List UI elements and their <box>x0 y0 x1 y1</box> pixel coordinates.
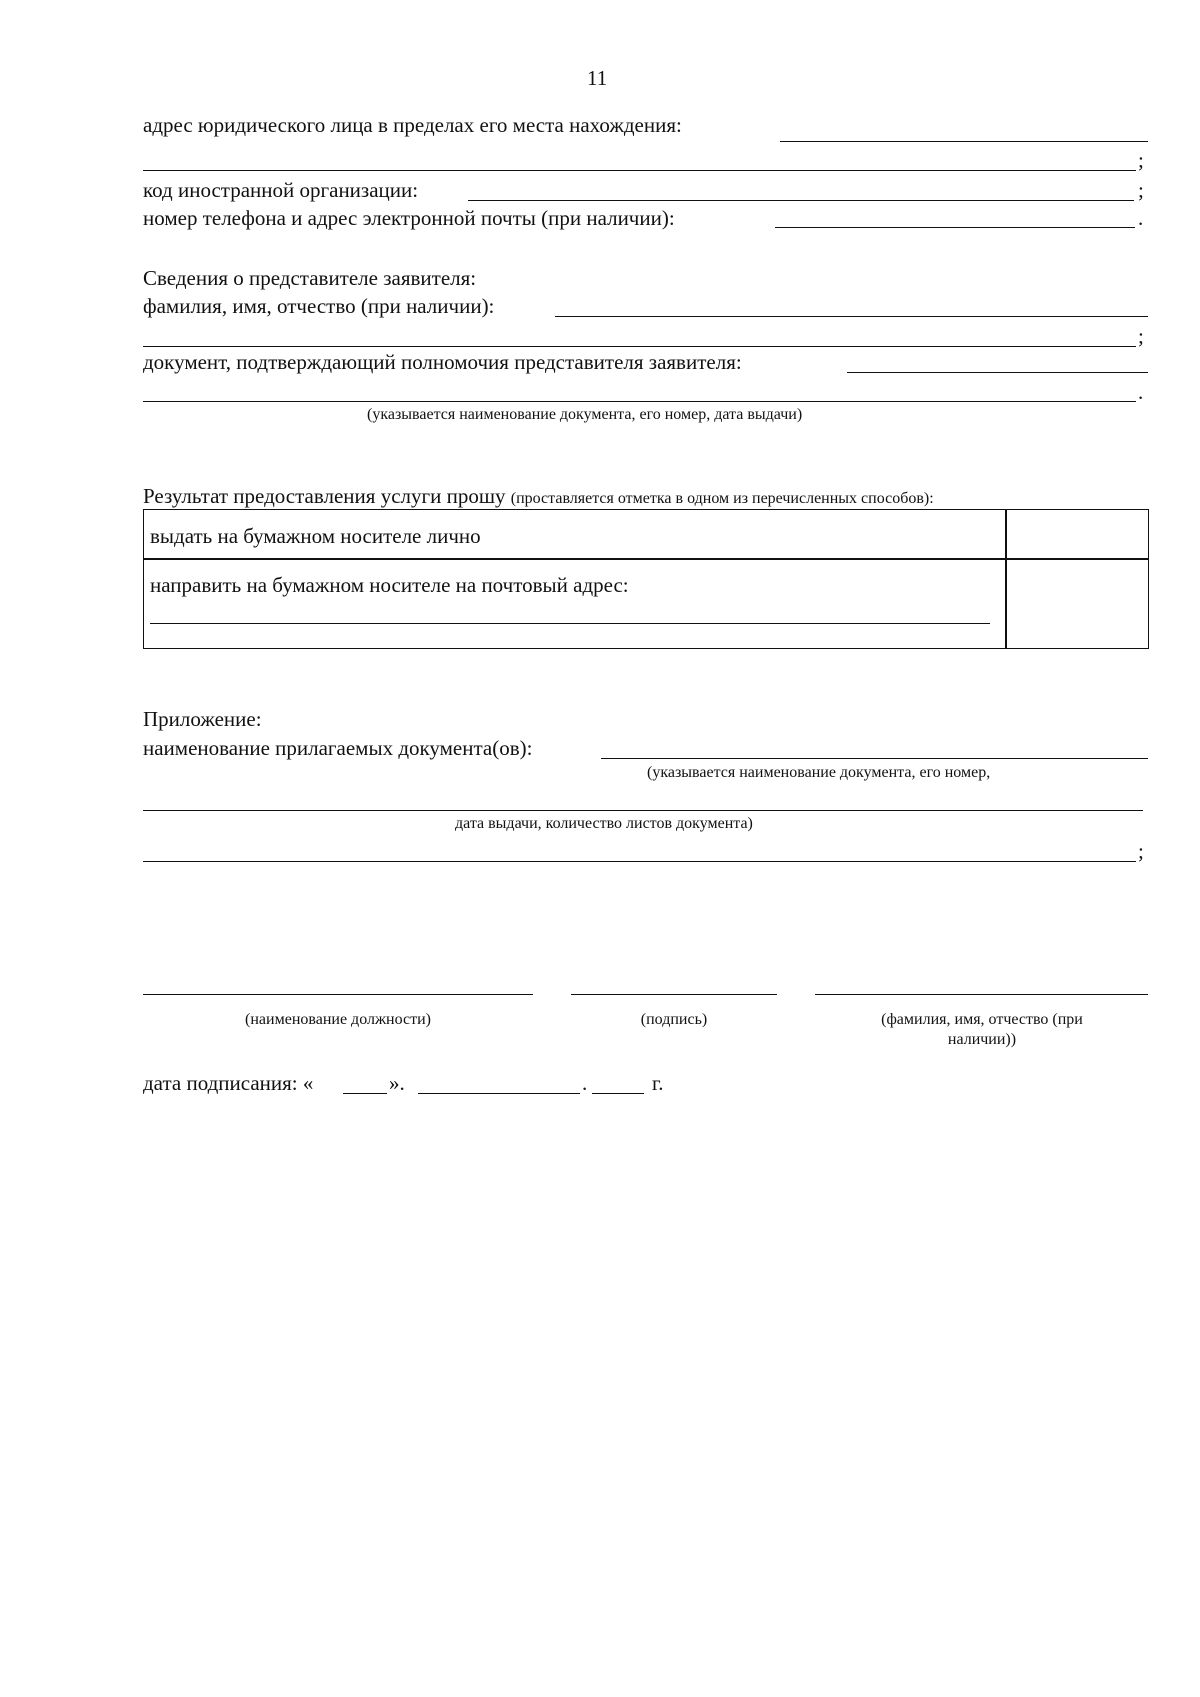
postal-address-field[interactable] <box>150 623 990 624</box>
semicolon: ; <box>1138 324 1144 348</box>
signer-fio-caption: (фамилия, имя, отчество (при наличии)) <box>881 1011 1083 1048</box>
semicolon: ; <box>1138 178 1144 202</box>
authority-doc-hint: (указывается наименование документа, его номер, дата выдачи) <box>367 406 803 423</box>
address-field-continued[interactable] <box>143 170 1136 171</box>
signing-year-suffix: г. <box>652 1071 664 1095</box>
representative-fio-field-continued[interactable] <box>143 346 1136 347</box>
signing-month-field[interactable] <box>418 1093 580 1094</box>
attachment-heading: Приложение: <box>143 707 262 731</box>
option-post-checkbox[interactable] <box>1005 558 1149 649</box>
attachment-docs-field-2[interactable] <box>143 810 1143 811</box>
signature-caption: (подпись) <box>640 1011 708 1028</box>
foreign-code-field[interactable] <box>468 200 1134 201</box>
contacts-label: номер телефона и адрес электронной почты (при наличии): <box>143 206 675 230</box>
result-heading-row <box>143 484 934 509</box>
position-field[interactable] <box>143 994 533 995</box>
representative-fio-label: фамилия, имя, отчество (при наличии): <box>143 294 495 318</box>
signing-date-separator: ». <box>389 1071 405 1095</box>
signing-date-dot: . <box>582 1071 588 1095</box>
representative-heading: Сведения о представителе заявителя: <box>143 266 477 290</box>
address-label: адрес юридического лица в пределах его места нахождения: <box>143 113 682 137</box>
authority-doc-field[interactable] <box>847 372 1148 373</box>
address-field[interactable] <box>780 141 1148 142</box>
signing-year-field[interactable] <box>592 1093 644 1094</box>
authority-doc-label: документ, подтверждающий полномочия представителя заявителя: <box>143 350 742 374</box>
option-post-cell <box>143 558 1007 649</box>
foreign-code-label: код иностранной организации: <box>143 178 419 202</box>
contacts-field[interactable] <box>775 227 1135 228</box>
attachment-hint-line1: (указывается наименование документа, его номер, <box>647 764 991 781</box>
semicolon: ; <box>1138 839 1144 863</box>
signature-field[interactable] <box>571 994 777 995</box>
position-caption: (наименование должности) <box>245 1011 431 1028</box>
attachment-docs-field-3[interactable] <box>143 861 1136 862</box>
period: . <box>1138 380 1144 404</box>
signing-day-field[interactable] <box>343 1093 387 1094</box>
option-personal-checkbox[interactable] <box>1005 509 1149 560</box>
result-heading-hint: (проставляется отметка в одном из перечисленных способов): <box>510 490 934 507</box>
attachment-docs-field[interactable] <box>601 758 1148 759</box>
semicolon: ; <box>1138 148 1144 172</box>
option-personal-label: выдать на бумажном носителе лично <box>150 524 481 548</box>
option-post-label: направить на бумажном носителе на почтовый адрес: <box>150 573 629 597</box>
attachment-hint-line2: дата выдачи, количество листов документа) <box>455 815 753 832</box>
signing-date-label: дата подписания: « <box>143 1071 314 1095</box>
representative-fio-field[interactable] <box>555 316 1148 317</box>
page-number: 11 <box>587 66 608 90</box>
signer-fio-field[interactable] <box>815 994 1148 995</box>
period: . <box>1138 206 1144 230</box>
authority-doc-field-continued[interactable] <box>143 401 1136 402</box>
attachment-docs-label: наименование прилагаемых документа(ов): <box>143 736 533 760</box>
result-heading: Результат предоставления услуги прошу <box>143 484 506 508</box>
